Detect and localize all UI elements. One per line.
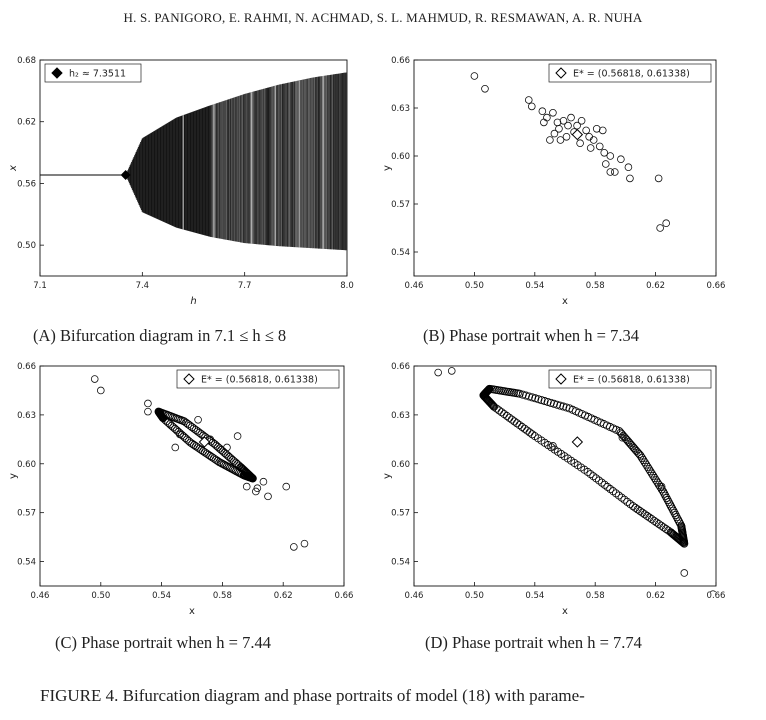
chart-c-orbit-point (301, 540, 308, 547)
chart-d-y-tick-label: 0.54 (391, 557, 410, 568)
chart-c-legend-label: E* = (0.56818, 0.61338) (201, 374, 318, 386)
chart-b-orbit-point (627, 175, 634, 182)
caption-b-label: (B) (423, 326, 445, 345)
chart-a-y-tick-label: 0.62 (17, 117, 36, 128)
chart-c-orbit-point (234, 433, 241, 440)
chart-b-axes (382, 56, 725, 307)
chart-c-x-tick-label: 0.54 (152, 591, 172, 601)
chart-d-y-tick-label: 0.66 (391, 362, 410, 372)
chart-b-legend (549, 64, 711, 82)
chart-d-x-tick-label: 0.46 (404, 591, 424, 601)
chart-d-attractor-point (511, 418, 518, 425)
chart-c-orbit-point (195, 416, 202, 423)
chart-b-orbit-point (565, 122, 572, 129)
chart-a-svg (0, 44, 383, 307)
chart-c-orbit-point (243, 483, 250, 490)
chart-c-y-tick-label: 0.60 (17, 459, 36, 470)
chart-d-x-tick-label: 0.58 (585, 591, 605, 601)
chart-b-orbit-point (607, 153, 614, 160)
chart-d-x-tick-label: 0.50 (464, 591, 484, 601)
chart-d-orbit-point (448, 367, 455, 374)
chart-d-x-tick-label: 0.54 (525, 591, 545, 601)
chart-c-orbit-point (145, 400, 152, 407)
chart-c-y-axis-label: y (8, 473, 19, 479)
chart-c-x-tick-label: 0.46 (30, 591, 50, 601)
chart-d-legend (549, 370, 711, 388)
chart-d-orbit-point (435, 369, 442, 376)
caption-c-label: (C) (55, 633, 77, 652)
chart-d-attractor-point (524, 427, 531, 434)
chart-b-equilibrium-point (572, 130, 582, 140)
caption-b (423, 326, 639, 346)
chart-d-y-tick-label: 0.63 (391, 410, 410, 421)
panel-d-phase-portrait (383, 356, 766, 616)
chart-b-orbit-point (568, 114, 575, 121)
caption-a-text: Bifurcation diagram in 7.1 ≤ h ≤ 8 (60, 326, 287, 345)
chart-b-orbit-point (587, 145, 594, 152)
chart-d-attractor-point (526, 429, 533, 436)
chart-b-legend-label: E* = (0.56818, 0.61338) (573, 68, 690, 80)
chart-d-y-tick-label: 0.57 (391, 508, 410, 519)
chart-b-orbit-point (577, 140, 584, 147)
chart-a-x-tick-label: 7.1 (33, 281, 47, 291)
chart-b-orbit-point (528, 103, 535, 110)
chart-b-orbit-point (574, 122, 581, 129)
chart-c-orbit-point (97, 387, 104, 394)
chart-a-legend-label: h₂ ≈ 7.3511 (69, 68, 127, 80)
chart-b-orbit-point (525, 97, 532, 104)
panel-a-bifurcation-diagram (0, 44, 383, 307)
chart-b-orbit-point (590, 137, 597, 144)
chart-d-y-tick-label: 0.60 (391, 459, 410, 470)
chart-c-axes (8, 362, 353, 617)
chart-d-attractor-point (529, 431, 536, 438)
chart-c-y-tick-label: 0.66 (17, 362, 36, 372)
chart-b-orbit-point (539, 108, 546, 115)
chart-c-y-tick-label: 0.63 (17, 410, 36, 421)
chart-c-orbit-point (290, 543, 297, 550)
chart-a-data (40, 72, 347, 250)
caption-d (425, 633, 642, 653)
chart-b-orbit-point (551, 130, 558, 137)
chart-b-orbit-point (586, 133, 593, 140)
chart-b-data (471, 73, 670, 232)
figure-caption (40, 686, 585, 706)
chart-c-orbit-point (260, 478, 267, 485)
chart-c-y-tick-label: 0.54 (17, 557, 36, 568)
running-header: H. S. PANIGORO, E. RAHMI, N. ACHMAD, S. L. MAHMUD, R. RESMAWAN, A. R. NUHA (123, 10, 643, 25)
chart-b-svg (382, 44, 766, 307)
caption-a-label: (A) (33, 326, 56, 345)
chart-c-orbit-point (91, 376, 98, 383)
chart-c-legend (177, 370, 339, 388)
chart-d-svg (383, 356, 766, 616)
chart-c-x-tick-label: 0.58 (212, 591, 232, 601)
chart-d-attractor-point (516, 421, 523, 428)
caption-c (55, 633, 271, 653)
chart-b-x-tick-label: 0.62 (646, 281, 666, 291)
chart-b-orbit-point (550, 109, 557, 116)
chart-b-orbit-point (547, 137, 554, 144)
chart-b-y-tick-label: 0.57 (391, 200, 410, 210)
chart-c-svg (0, 356, 383, 616)
chart-b-x-tick-label: 0.50 (464, 281, 484, 291)
chart-a-y-tick-label: 0.56 (17, 179, 36, 190)
chart-d-x-axis-label: x (562, 606, 568, 617)
chart-b-y-tick-label: 0.63 (391, 104, 410, 114)
chart-b-y-tick-label: 0.66 (391, 56, 410, 66)
chart-b-x-tick-label: 0.54 (525, 281, 545, 291)
chart-a-y-tick-label: 0.68 (17, 56, 36, 66)
chart-d-attractor-point (513, 420, 520, 427)
chart-c-orbit-point (172, 444, 179, 451)
chart-c-x-tick-label: 0.50 (91, 591, 111, 601)
chart-d-x-tick-label: 0.62 (646, 591, 666, 601)
chart-b-orbit-point (657, 225, 664, 232)
panel-b-phase-portrait (382, 44, 766, 307)
chart-c-y-tick-label: 0.57 (17, 508, 36, 519)
chart-b-orbit-point (599, 127, 606, 134)
chart-b-orbit-point (563, 133, 570, 140)
chart-b-orbit-point (617, 156, 624, 163)
caption-a (33, 326, 286, 346)
chart-b-orbit-point (482, 85, 489, 92)
chart-d-attractor-point (521, 425, 528, 432)
caption-c-text: Phase portrait when h = 7.44 (81, 633, 271, 652)
chart-b-orbit-point (655, 175, 662, 182)
chart-d-orbit-point (681, 570, 688, 577)
chart-d-attractor-point (503, 412, 510, 419)
chart-d-attractor-point (506, 414, 513, 421)
chart-a-x-tick-label: 7.7 (237, 281, 252, 291)
chart-b-y-axis-label: y (382, 165, 393, 171)
chart-c-x-tick-label: 0.62 (273, 591, 293, 601)
chart-d-y-axis-label: y (382, 473, 393, 479)
chart-c-x-axis-label: x (189, 606, 195, 617)
figure-caption-text: Bifurcation diagram and phase portraits of model (18) with parame- (122, 686, 585, 705)
chart-c-x-tick-label: 0.66 (334, 591, 354, 601)
chart-d-attractor-point (498, 409, 505, 416)
chart-b-orbit-point (471, 73, 478, 80)
chart-b-orbit-point (602, 161, 609, 168)
chart-d-equilibrium-point (572, 437, 582, 447)
chart-b-orbit-point (663, 220, 670, 227)
chart-b-x-tick-label: 0.58 (585, 281, 605, 291)
chart-d-attractor-point (518, 423, 525, 430)
chart-b-orbit-point (611, 169, 618, 176)
chart-b-orbit-point (625, 164, 632, 171)
caption-d-label: (D) (425, 633, 448, 652)
figure-caption-label: FIGURE 4. (40, 686, 119, 705)
chart-a-legend (45, 64, 141, 82)
chart-d-data (435, 367, 717, 597)
chart-a-x-tick-label: 7.4 (135, 281, 150, 291)
chart-b-x-axis-label: x (562, 296, 568, 307)
chart-c-orbit-point (283, 483, 290, 490)
chart-b-plot-frame (414, 60, 716, 276)
chart-d-attractor-point (508, 416, 515, 423)
chart-b-y-tick-label: 0.54 (391, 248, 410, 258)
chart-b-orbit-point (543, 114, 550, 121)
chart-a-x-tick-label: 8.0 (340, 281, 354, 291)
chart-b-x-tick-label: 0.66 (706, 281, 726, 291)
chart-d-plot-frame (414, 366, 716, 586)
chart-a-y-tick-label: 0.50 (17, 241, 36, 252)
chart-b-orbit-point (540, 119, 547, 126)
chart-d-x-tick-label: 0.66 (706, 591, 726, 601)
chart-d-legend-label: E* = (0.56818, 0.61338) (573, 374, 690, 386)
chart-c-plot-frame (40, 366, 344, 586)
caption-d-text: Phase portrait when h = 7.74 (452, 633, 642, 652)
caption-b-text: Phase portrait when h = 7.34 (449, 326, 639, 345)
chart-b-y-tick-label: 0.60 (391, 152, 410, 162)
panel-c-phase-portrait (0, 356, 383, 616)
chart-c-orbit-point (145, 408, 152, 415)
chart-b-x-tick-label: 0.46 (404, 281, 424, 291)
chart-a-y-axis-label: x (8, 165, 19, 171)
chart-b-orbit-point (583, 127, 590, 134)
chart-c-orbit-point (265, 493, 272, 500)
chart-a-x-axis-label: h (190, 296, 197, 307)
chart-b-orbit-point (596, 143, 603, 150)
chart-c-data (91, 376, 308, 551)
chart-d-attractor-point (501, 410, 508, 417)
